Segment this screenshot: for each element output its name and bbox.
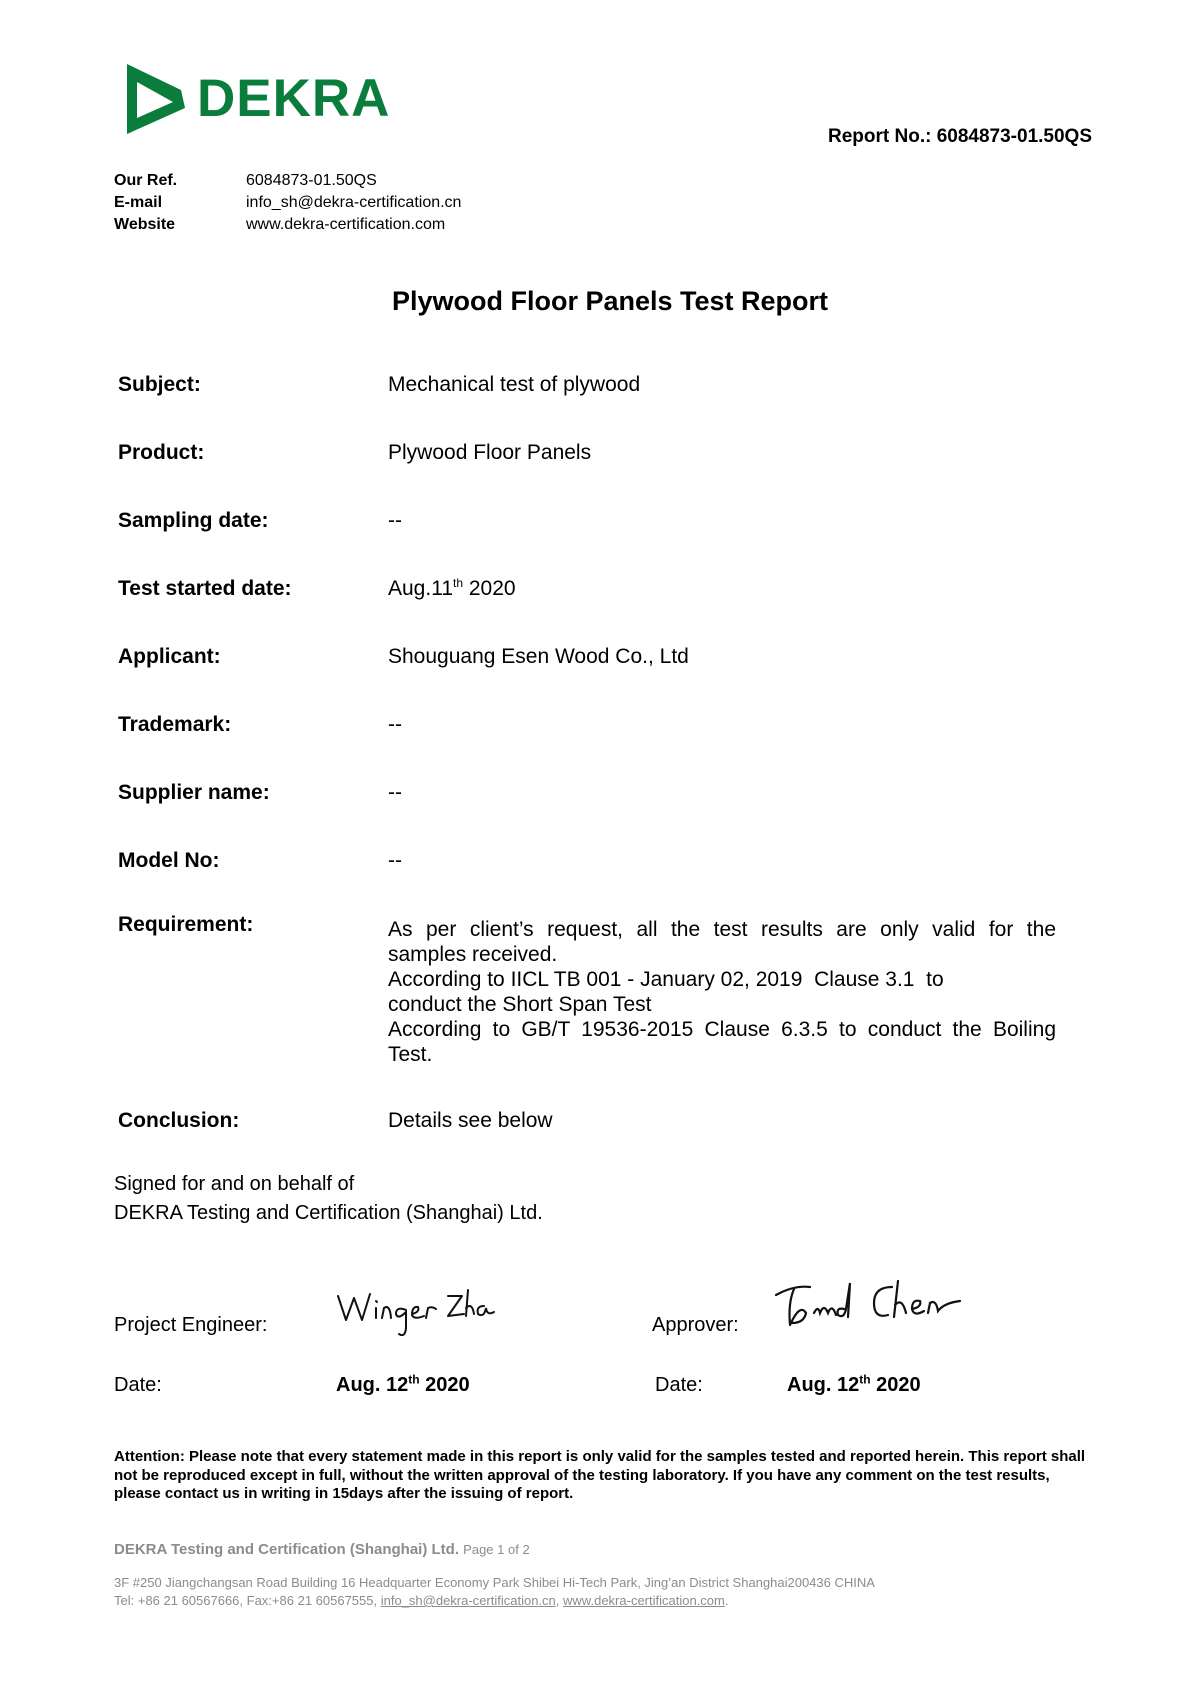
requirement-line: samples received.	[388, 943, 558, 966]
footer-company-name: DEKRA Testing and Certification (Shanghai) Ltd.	[114, 1541, 459, 1558]
footer-separator: ,	[555, 1593, 564, 1608]
website-value: www.dekra-certification.com	[246, 216, 446, 233]
our-ref-value: 6084873-01.50QS	[246, 172, 377, 189]
requirement-label: Requirement:	[118, 913, 254, 936]
engineer-date-value	[336, 1374, 470, 1397]
footer-company	[114, 1541, 530, 1558]
approver-date-label: Date:	[655, 1374, 703, 1396]
email-value: info_sh@dekra-certification.cn	[246, 194, 462, 211]
requirement-line: conduct the Short Span Test	[388, 993, 652, 1016]
attention-notice: Attention: Please note that every statement made in this report is only valid for the samples tested and reported herein. This report shall not be reproduced except in full, without the written approval of the testing laboratory. If you have any comment on the test results, please contact us in writing in 15days after the issuing of report.	[114, 1448, 1086, 1502]
dekra-logo-mark	[127, 64, 185, 134]
subject-value: Mechanical test of plywood	[388, 373, 641, 396]
requirement-line: Test.	[388, 1043, 433, 1066]
signed-on-behalf: Signed for and on behalf of	[114, 1173, 355, 1195]
product-value: Plywood Floor Panels	[388, 441, 592, 464]
signing-company: DEKRA Testing and Certification (Shanghai) Ltd.	[114, 1202, 543, 1224]
date-day: Aug. 12	[787, 1374, 860, 1396]
footer-website-link[interactable]: www.dekra-certification.com	[563, 1593, 725, 1608]
test-started-value	[388, 577, 516, 601]
email-label: E-mail	[114, 194, 163, 211]
our-ref-label: Our Ref.	[114, 172, 178, 189]
footer-phone-fax: Tel: +86 21 60567666, Fax:+86 21 60567555,	[114, 1593, 381, 1608]
date-year: 2020	[870, 1374, 921, 1396]
page-number: Page 1 of 2	[463, 1542, 530, 1557]
conclusion-label: Conclusion:	[118, 1109, 240, 1132]
test-started-suffix: th	[453, 576, 464, 590]
engineer-signature	[336, 1282, 496, 1342]
requirement-line: According to IICL TB 001 - January 02, 2019 Clause 3.1 to	[388, 968, 944, 991]
footer-email-link[interactable]: info_sh@dekra-certification.cn	[380, 1593, 556, 1608]
test-started-year: 2020	[463, 577, 516, 600]
engineer-date-label: Date:	[114, 1374, 162, 1396]
logo-brand-text: DEKRA	[197, 69, 391, 128]
date-suffix: th	[408, 1372, 420, 1387]
date-year: 2020	[419, 1374, 470, 1396]
date-day: Aug. 12	[336, 1374, 409, 1396]
trademark-label: Trademark:	[118, 713, 232, 736]
applicant-label: Applicant:	[118, 645, 221, 668]
date-suffix: th	[859, 1372, 871, 1387]
footer-address: 3F #250 Jiangchangsan Road Building 16 Headquarter Economy Park Shibei Hi-Tech Park, Jing’an District Shanghai200436 CHINA	[114, 1575, 875, 1590]
supplier-name-value: --	[388, 781, 402, 804]
conclusion-value: Details see below	[388, 1109, 553, 1132]
website-label: Website	[114, 216, 176, 233]
page-title: Plywood Floor Panels Test Report	[391, 286, 829, 316]
approver-signature	[774, 1273, 964, 1343]
applicant-value: Shouguang Esen Wood Co., Ltd	[388, 645, 689, 668]
test-started-day: Aug.11	[388, 577, 453, 600]
footer-contact	[114, 1593, 728, 1608]
requirement-line: According to GB/T 19536-2015 Clause 6.3.5 to conduct the Boiling	[388, 1018, 1056, 1041]
requirement-text	[388, 917, 1056, 1067]
product-label: Product:	[118, 441, 205, 464]
footer-period: .	[724, 1593, 729, 1608]
sampling-date-label: Sampling date:	[118, 509, 269, 532]
subject-label: Subject:	[118, 373, 201, 396]
test-started-label: Test started date:	[118, 577, 292, 600]
approver-date-value	[787, 1374, 921, 1397]
supplier-name-label: Supplier name:	[118, 781, 270, 804]
approver-label: Approver:	[652, 1314, 739, 1336]
report-number: Report No.: 6084873-01.50QS	[828, 126, 1093, 147]
trademark-value: --	[388, 713, 402, 736]
project-engineer-label: Project Engineer:	[114, 1314, 268, 1336]
model-no-value: --	[388, 849, 402, 872]
sampling-date-value: --	[388, 509, 402, 532]
requirement-line: As per client’s request, all the test results are only valid for the	[388, 918, 1056, 941]
model-no-label: Model No:	[118, 849, 220, 872]
